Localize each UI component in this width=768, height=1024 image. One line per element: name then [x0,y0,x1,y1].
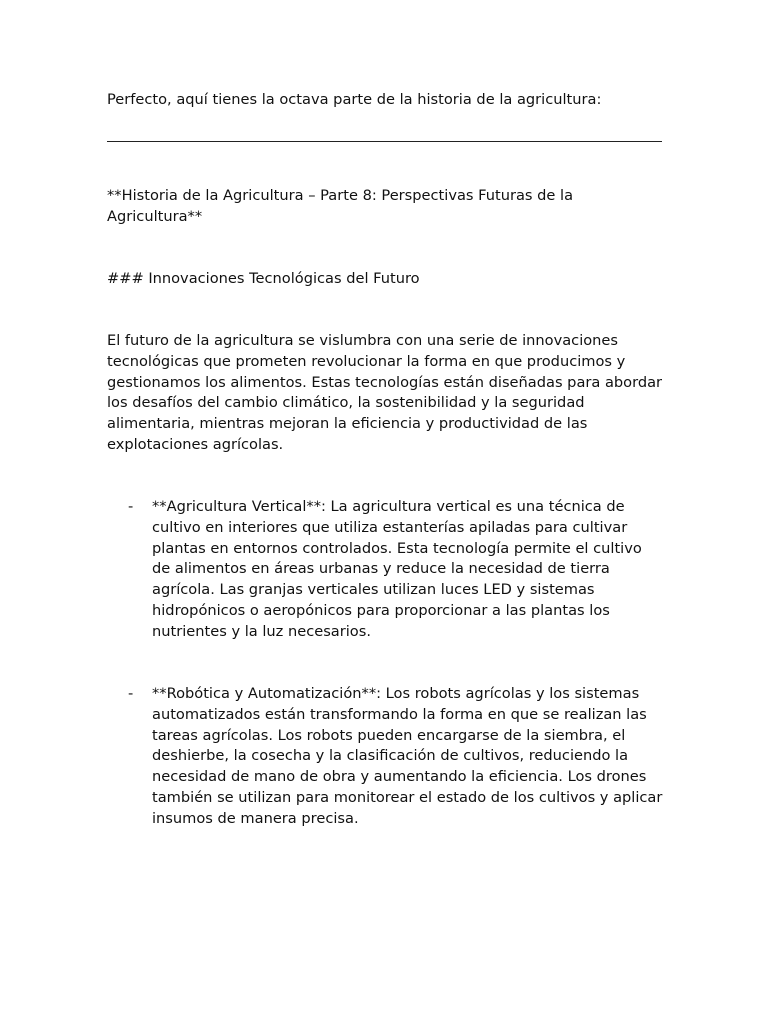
list-item-text: **Robótica y Automatización**: Los robots agrícolas y los sistemas automatizados están transformando la forma en que se realizan las tareas agrícolas. Los robots pueden encargarse de la siembra, el deshierbe, la cosecha y la clasificación de cultivos, reduciendo la necesidad de mano de obra y aumentando la eficiencia. Los drones también se utilizan para monitorear el estado de los cultivos y aplicar insumos de manera precisa. [152,685,663,827]
list-marker: - [128,498,134,515]
intro-text: Perfecto, aquí tienes la octava parte de la historia de la agricultura: [107,91,602,108]
body-paragraph: El futuro de la agricultura se vislumbra con una serie de innovaciones tecnológicas que prometen revolucionar la forma en que producimos y gestionamos los alimentos. Estas tecnologías están diseñadas para abordar los desafíos del cambio climático, la sostenibilidad y la seguridad alimentaria, mientras mejoran la eficiencia y productividad de las explotaciones agrícolas. [107,332,663,453]
list-item-text: **Agricultura Vertical**: La agricultura vertical es una técnica de cultivo en interiores que utiliza estanterías apiladas para cultivar plantas en entornos controlados. Esta tecnología permite el cultivo de alimentos en áreas urbanas y reduce la necesidad de tierra agrícola. Las granjas verticales utilizan luces LED y sistemas hidropónicos o aeropónicos para proporcionar a las plantas los nutrientes y la luz necesarios. [152,498,642,640]
section-heading: ### Innovaciones Tecnológicas del Futuro [107,270,420,287]
horizontal-divider [107,141,662,142]
list-marker: - [128,685,134,702]
document-title: **Historia de la Agricultura – Parte 8: Perspectivas Futuras de la Agricultura** [107,187,574,225]
